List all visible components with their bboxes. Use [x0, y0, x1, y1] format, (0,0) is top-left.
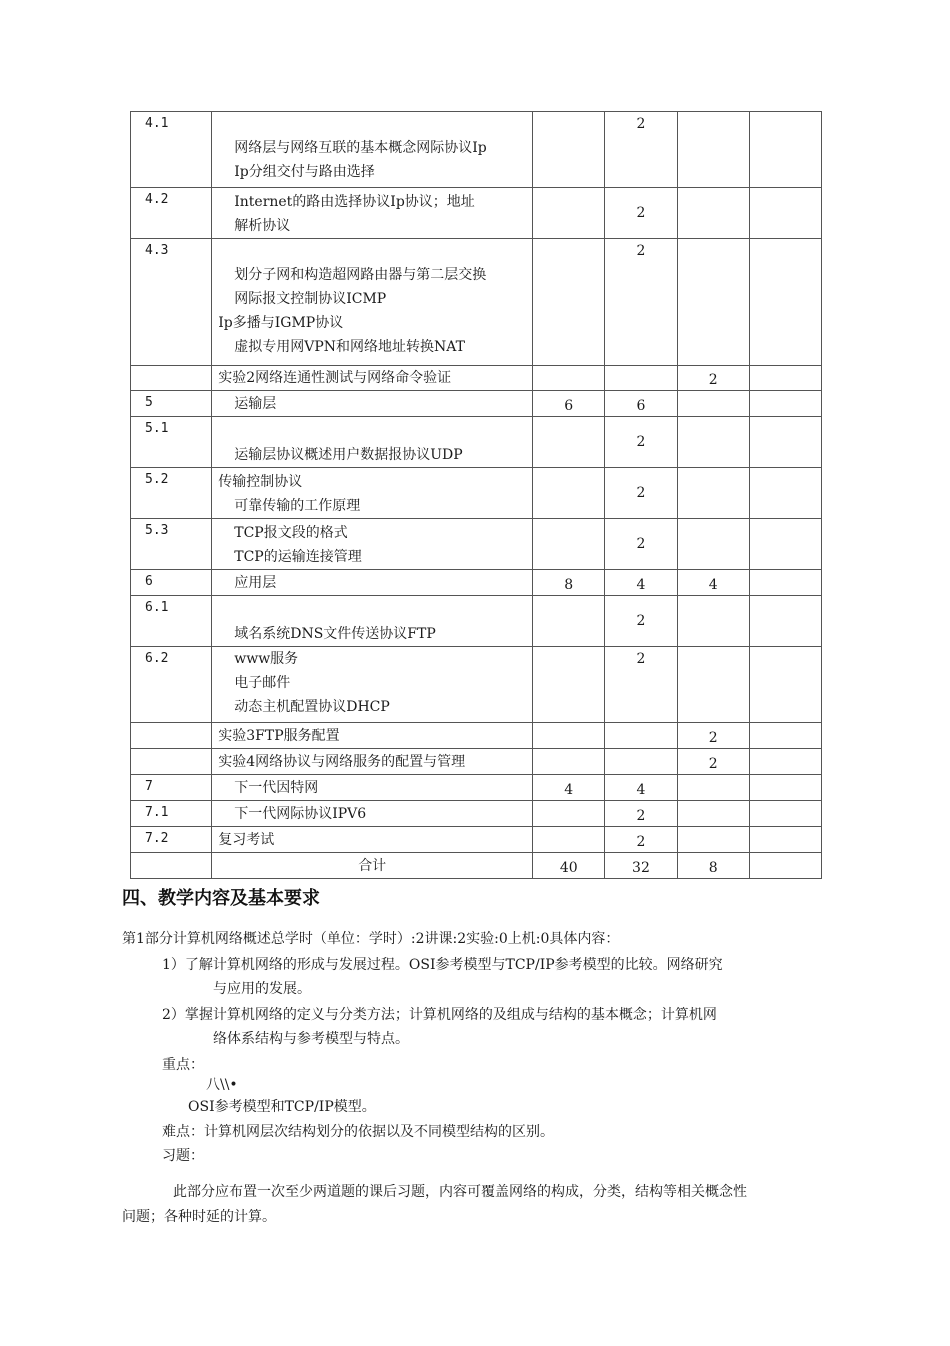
cell-hours-lab: 2: [677, 749, 749, 775]
cell-hours-other: [749, 775, 821, 801]
cell-hours-lab: [677, 417, 749, 468]
cell-content: [212, 647, 533, 723]
cell-hours-lab: [677, 775, 749, 801]
section-heading: 四、教学内容及基本要求: [122, 888, 320, 909]
cell-hours-lecture: [605, 749, 677, 775]
cell-hours-total: [533, 596, 605, 647]
content-line: Internet的路由选择协议Ip协议；地址: [234, 194, 475, 210]
content-line: 虚拟专用网VPN和网络地址转换NAT: [234, 339, 465, 355]
table-row: [131, 801, 822, 827]
content-line: 网际报文控制协议ICMP: [234, 291, 387, 307]
cell-section-number: 7.2: [131, 827, 212, 853]
cell-hours-lab: [677, 112, 749, 188]
cell-hours-lecture: 2: [605, 239, 677, 366]
cell-hours-lecture: [605, 366, 677, 391]
cell-content: [212, 723, 533, 749]
content-line: 下一代因特网: [234, 780, 319, 796]
cell-content: [212, 596, 533, 647]
cell-hours-total: 6: [533, 391, 605, 417]
cell-hours-lecture: 6: [605, 391, 677, 417]
content-line: 运输层: [234, 396, 277, 412]
requirement-2-line1: 2）掌握计算机网络的定义与分类方法；计算机网络的及组成与结构的基本概念；计算机网: [162, 1007, 717, 1023]
exercise-text-line2: 问题；各种时延的计算。: [122, 1209, 276, 1225]
content-line: 复习考试: [218, 832, 275, 848]
cell-hours-total: [533, 188, 605, 239]
content-line: 划分子网和构造超网路由器与第二层交换: [234, 267, 487, 283]
table-row: [131, 723, 822, 749]
content-line: 运输层协议概述用户数据报协议UDP: [234, 447, 463, 463]
table-row: [131, 853, 822, 879]
cell-content: [212, 239, 533, 366]
cell-hours-other: [749, 188, 821, 239]
cell-hours-lab: 2: [677, 723, 749, 749]
cell-hours-lecture: 2: [605, 596, 677, 647]
content-line: TCP的运输连接管理: [234, 549, 362, 565]
cell-hours-other: [749, 417, 821, 468]
cell-section-number: 4.1: [131, 112, 212, 188]
cell-section-number: 6.1: [131, 596, 212, 647]
content-line: 动态主机配置协议DHCP: [234, 699, 390, 715]
cell-hours-other: [749, 366, 821, 391]
cell-content: [212, 417, 533, 468]
table-row: [131, 596, 822, 647]
cell-content: [212, 853, 533, 879]
cell-content: [212, 775, 533, 801]
cell-section-number: 5.2: [131, 468, 212, 519]
part1-intro: 第1部分计算机网络概述总学时（单位：学时）:2讲课:2实验:0上机:0具体内容：: [122, 931, 620, 947]
cell-section-number: 6: [131, 570, 212, 596]
content-line: 域名系统DNS文件传送协议FTP: [234, 626, 436, 642]
cell-hours-other: [749, 723, 821, 749]
content-line: 实验3FTP服务配置: [218, 728, 340, 744]
content-line: 实验2网络连通性测试与网络命令验证: [218, 370, 452, 386]
cell-hours-lab: [677, 827, 749, 853]
content-line: 电子邮件: [234, 675, 291, 691]
content-line: 可靠传输的工作原理: [234, 498, 361, 514]
cell-hours-other: [749, 468, 821, 519]
content-line: [212, 239, 532, 263]
cell-hours-other: [749, 519, 821, 570]
cell-hours-other: [749, 853, 821, 879]
cell-hours-lab: 8: [677, 853, 749, 879]
cell-hours-other: [749, 827, 821, 853]
cell-hours-lecture: 2: [605, 417, 677, 468]
cell-hours-lab: 2: [677, 366, 749, 391]
cell-section-number: 7: [131, 775, 212, 801]
content-line: 网络层与网络互联的基本概念网际协议Ip: [234, 140, 487, 156]
cell-section-number: 6.2: [131, 647, 212, 723]
table-row: [131, 239, 822, 366]
cell-hours-other: [749, 391, 821, 417]
content-line: 合计: [358, 858, 387, 874]
cell-content: [212, 188, 533, 239]
cell-hours-lecture: 2: [605, 827, 677, 853]
exercise-label: 习题：: [162, 1148, 204, 1164]
cell-hours-total: 8: [533, 570, 605, 596]
table-row: [131, 366, 822, 391]
cell-hours-lecture: 2: [605, 112, 677, 188]
content-line: TCP报文段的格式: [234, 525, 348, 541]
cell-hours-lab: [677, 596, 749, 647]
content-line: 传输控制协议: [218, 474, 303, 490]
content-line: www服务: [234, 651, 299, 667]
cell-content: [212, 391, 533, 417]
content-line: Ip多播与IGMP协议: [218, 315, 344, 331]
cell-hours-total: [533, 827, 605, 853]
cell-section-number: [131, 853, 212, 879]
table-row: [131, 417, 822, 468]
cell-content: [212, 749, 533, 775]
table-row: [131, 775, 822, 801]
cell-hours-lab: [677, 239, 749, 366]
cell-hours-lecture: 2: [605, 188, 677, 239]
cell-content: [212, 519, 533, 570]
cell-hours-lecture: 2: [605, 801, 677, 827]
content-line: [212, 419, 532, 443]
cell-hours-lab: [677, 188, 749, 239]
content-line: 实验4网络协议与网络服务的配置与管理: [218, 754, 466, 770]
cell-hours-lecture: 2: [605, 519, 677, 570]
cell-content: [212, 366, 533, 391]
cell-hours-lab: [677, 391, 749, 417]
course-schedule-table: [130, 111, 822, 879]
table-row: [131, 468, 822, 519]
cell-hours-other: [749, 647, 821, 723]
cell-hours-total: 4: [533, 775, 605, 801]
table-row: [131, 188, 822, 239]
cell-hours-other: [749, 112, 821, 188]
requirement-1-line2: 与应用的发展。: [213, 981, 311, 997]
content-line: 应用层: [234, 575, 277, 591]
cell-hours-total: 40: [533, 853, 605, 879]
table-row: [131, 570, 822, 596]
cell-hours-lecture: 2: [605, 468, 677, 519]
exercise-text-line1: 此部分应布置一次至少两道题的课后习题，内容可覆盖网络的构成，分类，结构等相关概念性: [173, 1184, 747, 1200]
table-row: [131, 827, 822, 853]
content-line: 解析协议: [234, 218, 291, 234]
cell-section-number: 5.1: [131, 417, 212, 468]
cell-section-number: [131, 723, 212, 749]
key-points-label: 重点：: [162, 1057, 204, 1073]
cell-section-number: [131, 749, 212, 775]
key-points-text: OSI参考模型和TCP/IP模型。: [188, 1099, 376, 1115]
cell-hours-total: [533, 749, 605, 775]
cell-hours-other: [749, 239, 821, 366]
content-line: [212, 598, 532, 622]
cell-hours-total: [533, 723, 605, 749]
cell-hours-total: [533, 417, 605, 468]
cell-hours-total: [533, 647, 605, 723]
cell-hours-lab: [677, 647, 749, 723]
cell-content: [212, 801, 533, 827]
cell-hours-total: [533, 112, 605, 188]
table-row: [131, 749, 822, 775]
cell-hours-total: [533, 468, 605, 519]
cell-section-number: 4.2: [131, 188, 212, 239]
cell-content: [212, 570, 533, 596]
cell-section-number: [131, 366, 212, 391]
cell-content: [212, 468, 533, 519]
cell-hours-total: [533, 239, 605, 366]
cell-hours-lab: 4: [677, 570, 749, 596]
cell-hours-total: [533, 801, 605, 827]
cell-section-number: 4.3: [131, 239, 212, 366]
table-row: [131, 112, 822, 188]
cell-hours-lecture: 4: [605, 775, 677, 801]
requirement-1-line1: 1）了解计算机网络的形成与发展过程。OSI参考模型与TCP/IP参考模型的比较。网络研究: [162, 957, 723, 973]
cell-section-number: 5.3: [131, 519, 212, 570]
table-row: [131, 647, 822, 723]
cell-hours-other: [749, 596, 821, 647]
cell-hours-other: [749, 749, 821, 775]
key-points-mark: 八\\•: [206, 1077, 238, 1093]
difficulty-text: 难点：计算机网层次结构划分的依据以及不同模型结构的区别。: [162, 1124, 554, 1140]
content-line: 下一代网际协议IPV6: [234, 806, 367, 822]
cell-hours-lab: [677, 468, 749, 519]
cell-hours-lecture: [605, 723, 677, 749]
cell-hours-other: [749, 570, 821, 596]
requirement-2-line2: 络体系结构与参考模型与特点。: [213, 1031, 409, 1047]
cell-hours-total: [533, 366, 605, 391]
cell-content: [212, 112, 533, 188]
cell-hours-total: [533, 519, 605, 570]
cell-hours-other: [749, 801, 821, 827]
cell-section-number: 5: [131, 391, 212, 417]
table-row: [131, 519, 822, 570]
cell-hours-lecture: 2: [605, 647, 677, 723]
cell-hours-lecture: 32: [605, 853, 677, 879]
cell-hours-lab: [677, 801, 749, 827]
content-line: Ip分组交付与路由选择: [234, 164, 375, 180]
cell-hours-lecture: 4: [605, 570, 677, 596]
cell-content: [212, 827, 533, 853]
cell-section-number: 7.1: [131, 801, 212, 827]
content-line: [212, 112, 532, 136]
cell-hours-lab: [677, 519, 749, 570]
table-row: [131, 391, 822, 417]
